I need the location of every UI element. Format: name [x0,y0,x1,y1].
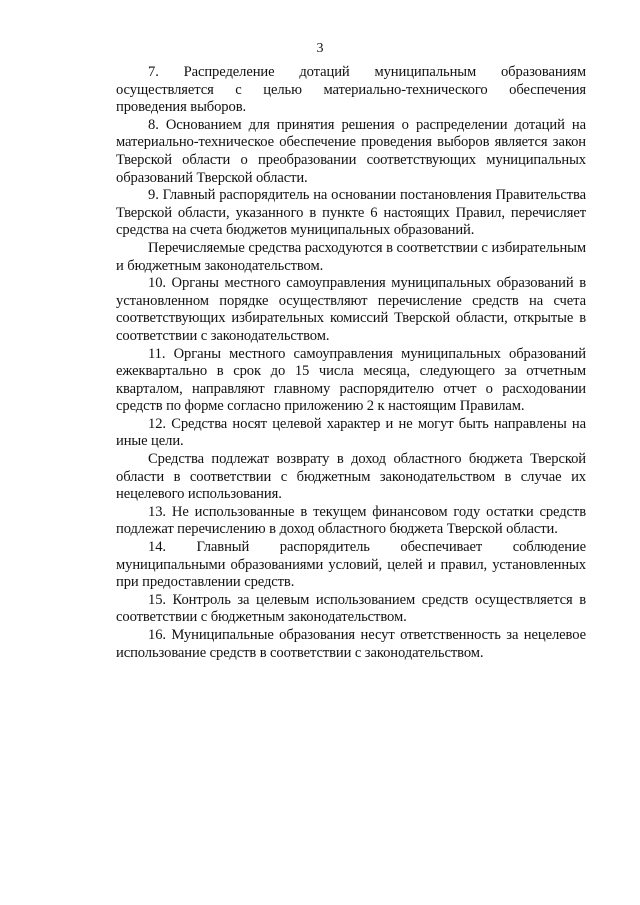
paragraph-9: 9. Главный распорядитель на основании постановления Правительства Тверской области, указанного в пункте 6 настоящих Правил, перечисляет средства на счета бюджетов муниципальных образований. [116,187,586,239]
paragraph-8: 8. Основанием для принятия решения о распределении дотаций на материально-техническое обеспечение проведения выборов является закон Тверской области о преобразовании соответствующих муниципальных образований Тверской области. [116,116,586,186]
paragraph-13: 13. Не использованные в текущем финансовом году остатки средств подлежат перечислению в доход областного бюджета Тверской области. [116,503,586,538]
page-number: 3 [316,41,324,56]
paragraph-15: 15. Контроль за целевым использованием средств осуществляется в соответствии с бюджетным законодательством. [116,591,586,626]
paragraph-12: 12. Средства носят целевой характер и не могут быть направлены на иные цели. [116,415,586,450]
paragraph-10: 10. Органы местного самоуправления муниципальных образований в установленном порядке осуществляют перечисление средств на счета соответствующих избирательных комиссий Тверской области, открытые в соответствии с законодательством. [116,275,586,344]
paragraph-14: 14. Главный распорядитель обеспечивает соблюдение муниципальными образованиями условий, целей и правил, установленных при предоставлении средств. [116,539,586,591]
paragraph-12-continued: Средства подлежат возврату в доход областного бюджета Тверской области в соответствии с бюджетным законодательством в случае их нецелевого использования. [116,451,586,503]
paragraph-7: 7. Распределение дотаций муниципальным образованиям осуществляется с целью материально-технического обеспечения проведения выборов. [116,64,586,116]
paragraph-9-continued: Перечисляемые средства расходуются в соответствии с избирательным и бюджетным законодательством. [116,239,586,274]
document-body [116,64,586,662]
paragraph-16: 16. Муниципальные образования несут ответственность за нецелевое использование средств в соответствии с законодательством. [116,627,586,661]
paragraph-11: 11. Органы местного самоуправления муниципальных образований ежеквартально в срок до 15 числа месяца, следующего за отчетным кварталом, направляют главному распорядителю отчет о расходовании средств по форме согласно приложению 2 к настоящим Правилам. [116,345,586,415]
